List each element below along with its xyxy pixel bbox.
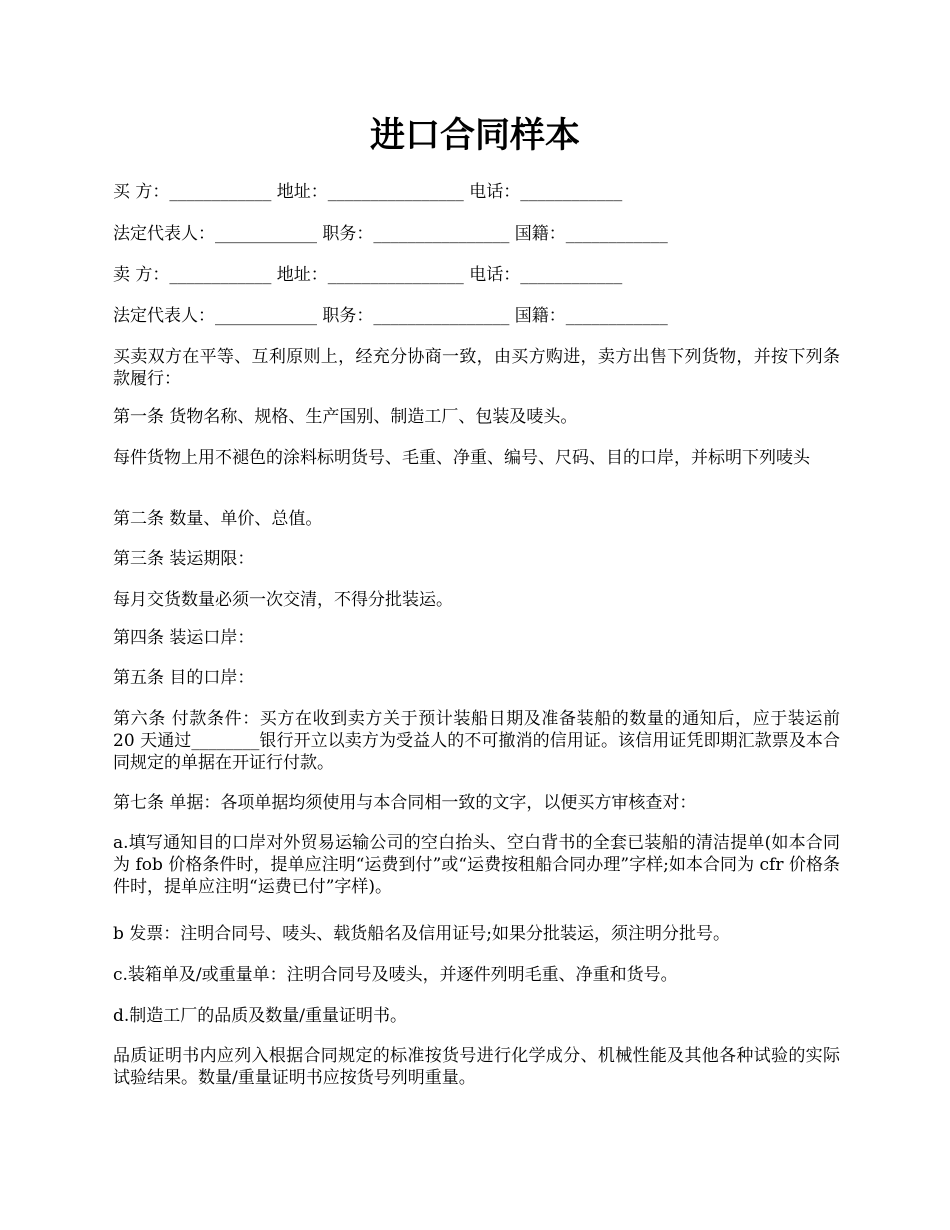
quality-certificate-note: 品质证明书内应列入根据合同规定的标准按货号进行化学成分、机械性能及其他各种试验的实际试验结果。数量/重量证明书应按货号列明重量。 xyxy=(113,1046,840,1088)
article-3-heading: 第三条 装运期限： xyxy=(113,549,255,569)
article-3-detail: 每月交货数量必须一次交清，不得分批装运。 xyxy=(113,590,453,610)
document-item-b: b 发票：注明合同号、唛头、载货船名及信用证号;如果分批装运，须注明分批号。 xyxy=(113,924,731,944)
intro-paragraph: 买卖双方在平等、互利原则上，经充分协商一致，由买方购进，卖方出售下列货物，并按下列条款履行： xyxy=(113,347,840,389)
article-6-paragraph: 第六条 付款条件：买方在收到卖方关于预计装船日期及准备装船的数量的通知后，应于装运前 20 天通过________银行开立以卖方为受益人的不可撤消的信用证。该信用证凭即期汇款票及本合同规定的单据在开证行付款。 xyxy=(113,709,840,773)
article-1-heading: 第一条 货物名称、规格、生产国别、制造工厂、包装及唛头。 xyxy=(113,407,578,427)
buyer-representative-line: 法定代表人：____________ 职务：________________ 国籍：____________ xyxy=(113,224,668,244)
document-item-a: a.填写通知目的口岸对外贸易运输公司的空白抬头、空白背书的全套已装船的清洁提单(如本合同为 fob 价格条件时，提单应注明“运费到付”或“运费按租船合同办理”字样;如本合同为 cfr 价格条件时，提单应注明“运费已付”字样)。 xyxy=(113,833,840,897)
seller-representative-line: 法定代表人：____________ 职务：________________ 国籍：____________ xyxy=(113,306,668,326)
article-5-heading: 第五条 目的口岸： xyxy=(113,668,255,688)
article-7-heading: 第七条 单据：各项单据均须使用与本合同相一致的文字，以便买方审核查对： xyxy=(113,793,697,813)
document-title: 进口合同样本 xyxy=(369,116,580,156)
document-item-d: d.制造工厂的品质及数量/重量证明书。 xyxy=(113,1006,408,1026)
buyer-line: 买 方：____________ 地址：________________ 电话：____________ xyxy=(113,182,623,202)
article-2-heading: 第二条 数量、单价、总值。 xyxy=(113,509,323,529)
seller-line: 卖 方：____________ 地址：________________ 电话：____________ xyxy=(113,265,623,285)
document-item-c: c.装箱单及/或重量单：注明合同号及唛头，并逐件列明毛重、净重和货号。 xyxy=(113,965,678,985)
article-4-heading: 第四条 装运口岸： xyxy=(113,628,255,648)
article-1-detail: 每件货物上用不褪色的涂料标明货号、毛重、净重、编号、尺码、目的口岸，并标明下列唛头 xyxy=(113,448,810,468)
